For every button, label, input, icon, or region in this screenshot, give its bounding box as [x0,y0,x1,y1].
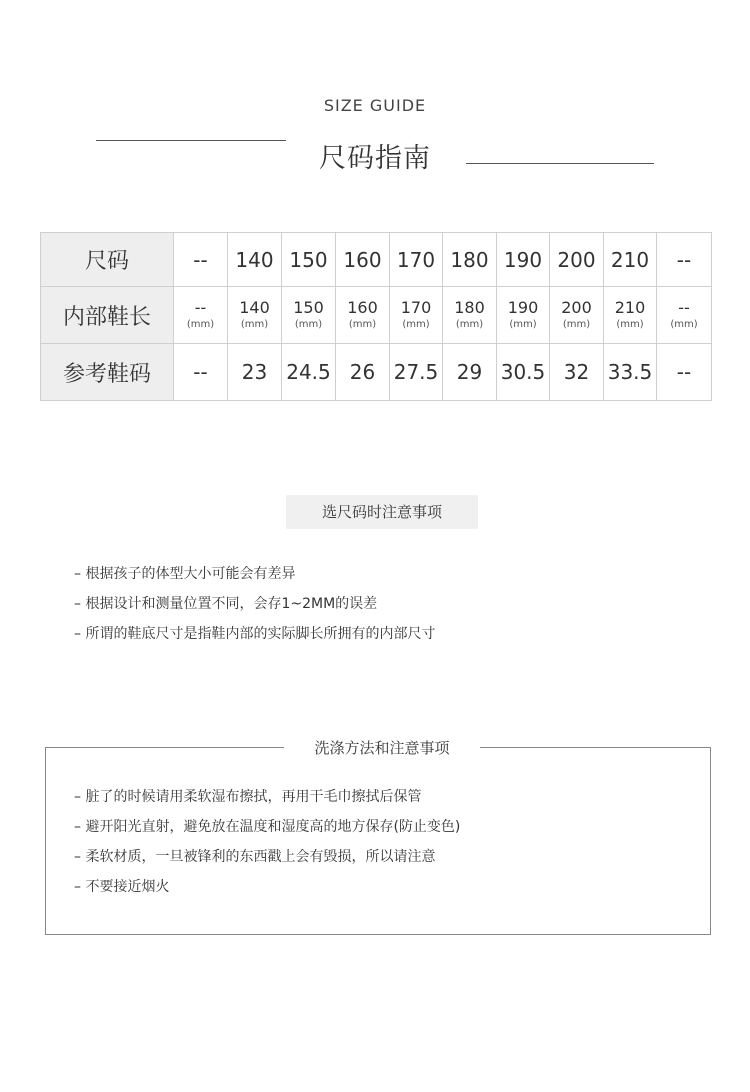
cell-unit: (mm) [186,318,215,330]
cell-unit: (mm) [402,318,430,330]
table-cell: 27.5 [390,344,443,401]
list-item: – 所谓的鞋底尺寸是指鞋内部的实际脚长所拥有的内部尺寸 [74,626,436,642]
table-cell: 210 [604,233,657,287]
cell-unit: (mm) [294,318,323,330]
table-cell: -- [174,344,228,401]
cell-value: -- [678,297,690,317]
cell-value: 140 [239,297,270,317]
table-cell: 30.5 [497,344,550,401]
table-cell: 24.5 [282,344,336,401]
table-cell: -- [657,233,712,287]
cell-unit: (mm) [240,318,269,330]
cell-unit: (mm) [562,318,591,330]
table-cell [228,287,282,344]
list-item: – 脏了的时候请用柔软湿布擦拭，再用干毛巾擦拭后保管 [74,789,422,805]
row-header-size: 尺码 [41,233,174,287]
tips-list [74,559,435,649]
table-cell [443,287,497,344]
cell-value: 160 [347,297,378,317]
cell-unit: (mm) [670,318,698,330]
table-cell [336,287,390,344]
list-item: – 根据设计和测量位置不同，会存1~2MM的误差 [74,596,378,612]
size-guide-subtitle: SIZE GUIDE [323,96,427,115]
table-cell: 32 [550,344,604,401]
table-cell [390,287,443,344]
cell-value: 210 [614,297,646,317]
cell-value: 180 [454,297,485,317]
table-cell: 140 [228,233,282,287]
cell-unit: (mm) [509,318,537,330]
table-cell: 150 [282,233,336,287]
table-row-inner-length [41,287,712,344]
title-rule-right [466,163,654,164]
cell-unit: (mm) [348,318,377,330]
table-row-size [41,233,712,287]
table-cell: 200 [550,233,604,287]
wash-section-title: 洗涤方法和注意事项 [284,735,480,761]
table-cell: 23 [228,344,282,401]
cell-unit: (mm) [616,318,644,330]
table-cell: 26 [336,344,390,401]
table-cell: 170 [390,233,443,287]
table-cell: 160 [336,233,390,287]
list-item: – 避开阳光直射，避免放在温度和湿度高的地方保存(防止变色) [74,819,461,835]
wash-list [74,782,460,902]
table-cell [282,287,336,344]
table-cell [657,287,712,344]
cell-value: 150 [293,297,324,317]
table-cell [174,287,228,344]
table-cell: 33.5 [604,344,657,401]
table-cell: 29 [443,344,497,401]
cell-unit: (mm) [455,318,484,330]
list-item: – 根据孩子的体型大小可能会有差异 [74,566,296,582]
table-cell: 180 [443,233,497,287]
size-table [40,232,712,401]
list-item: – 不要接近烟火 [74,879,170,895]
table-row-ref-size [41,344,712,401]
row-header-inner-length: 内部鞋长 [41,287,174,344]
table-cell [497,287,550,344]
cell-value: 200 [561,297,592,317]
table-cell [550,287,604,344]
table-cell: -- [174,233,228,287]
cell-value: 170 [400,297,432,317]
row-header-ref-size: 参考鞋码 [41,344,174,401]
table-cell: -- [657,344,712,401]
table-cell [604,287,657,344]
table-cell: 190 [497,233,550,287]
cell-value: 190 [507,297,539,317]
page-title: 尺码指南 [319,143,431,174]
list-item: – 柔软材质，一旦被锋利的东西戳上会有毁损，所以请注意 [74,849,436,865]
cell-value: -- [194,297,207,317]
tips-section-title: 选尺码时注意事项 [286,495,478,529]
